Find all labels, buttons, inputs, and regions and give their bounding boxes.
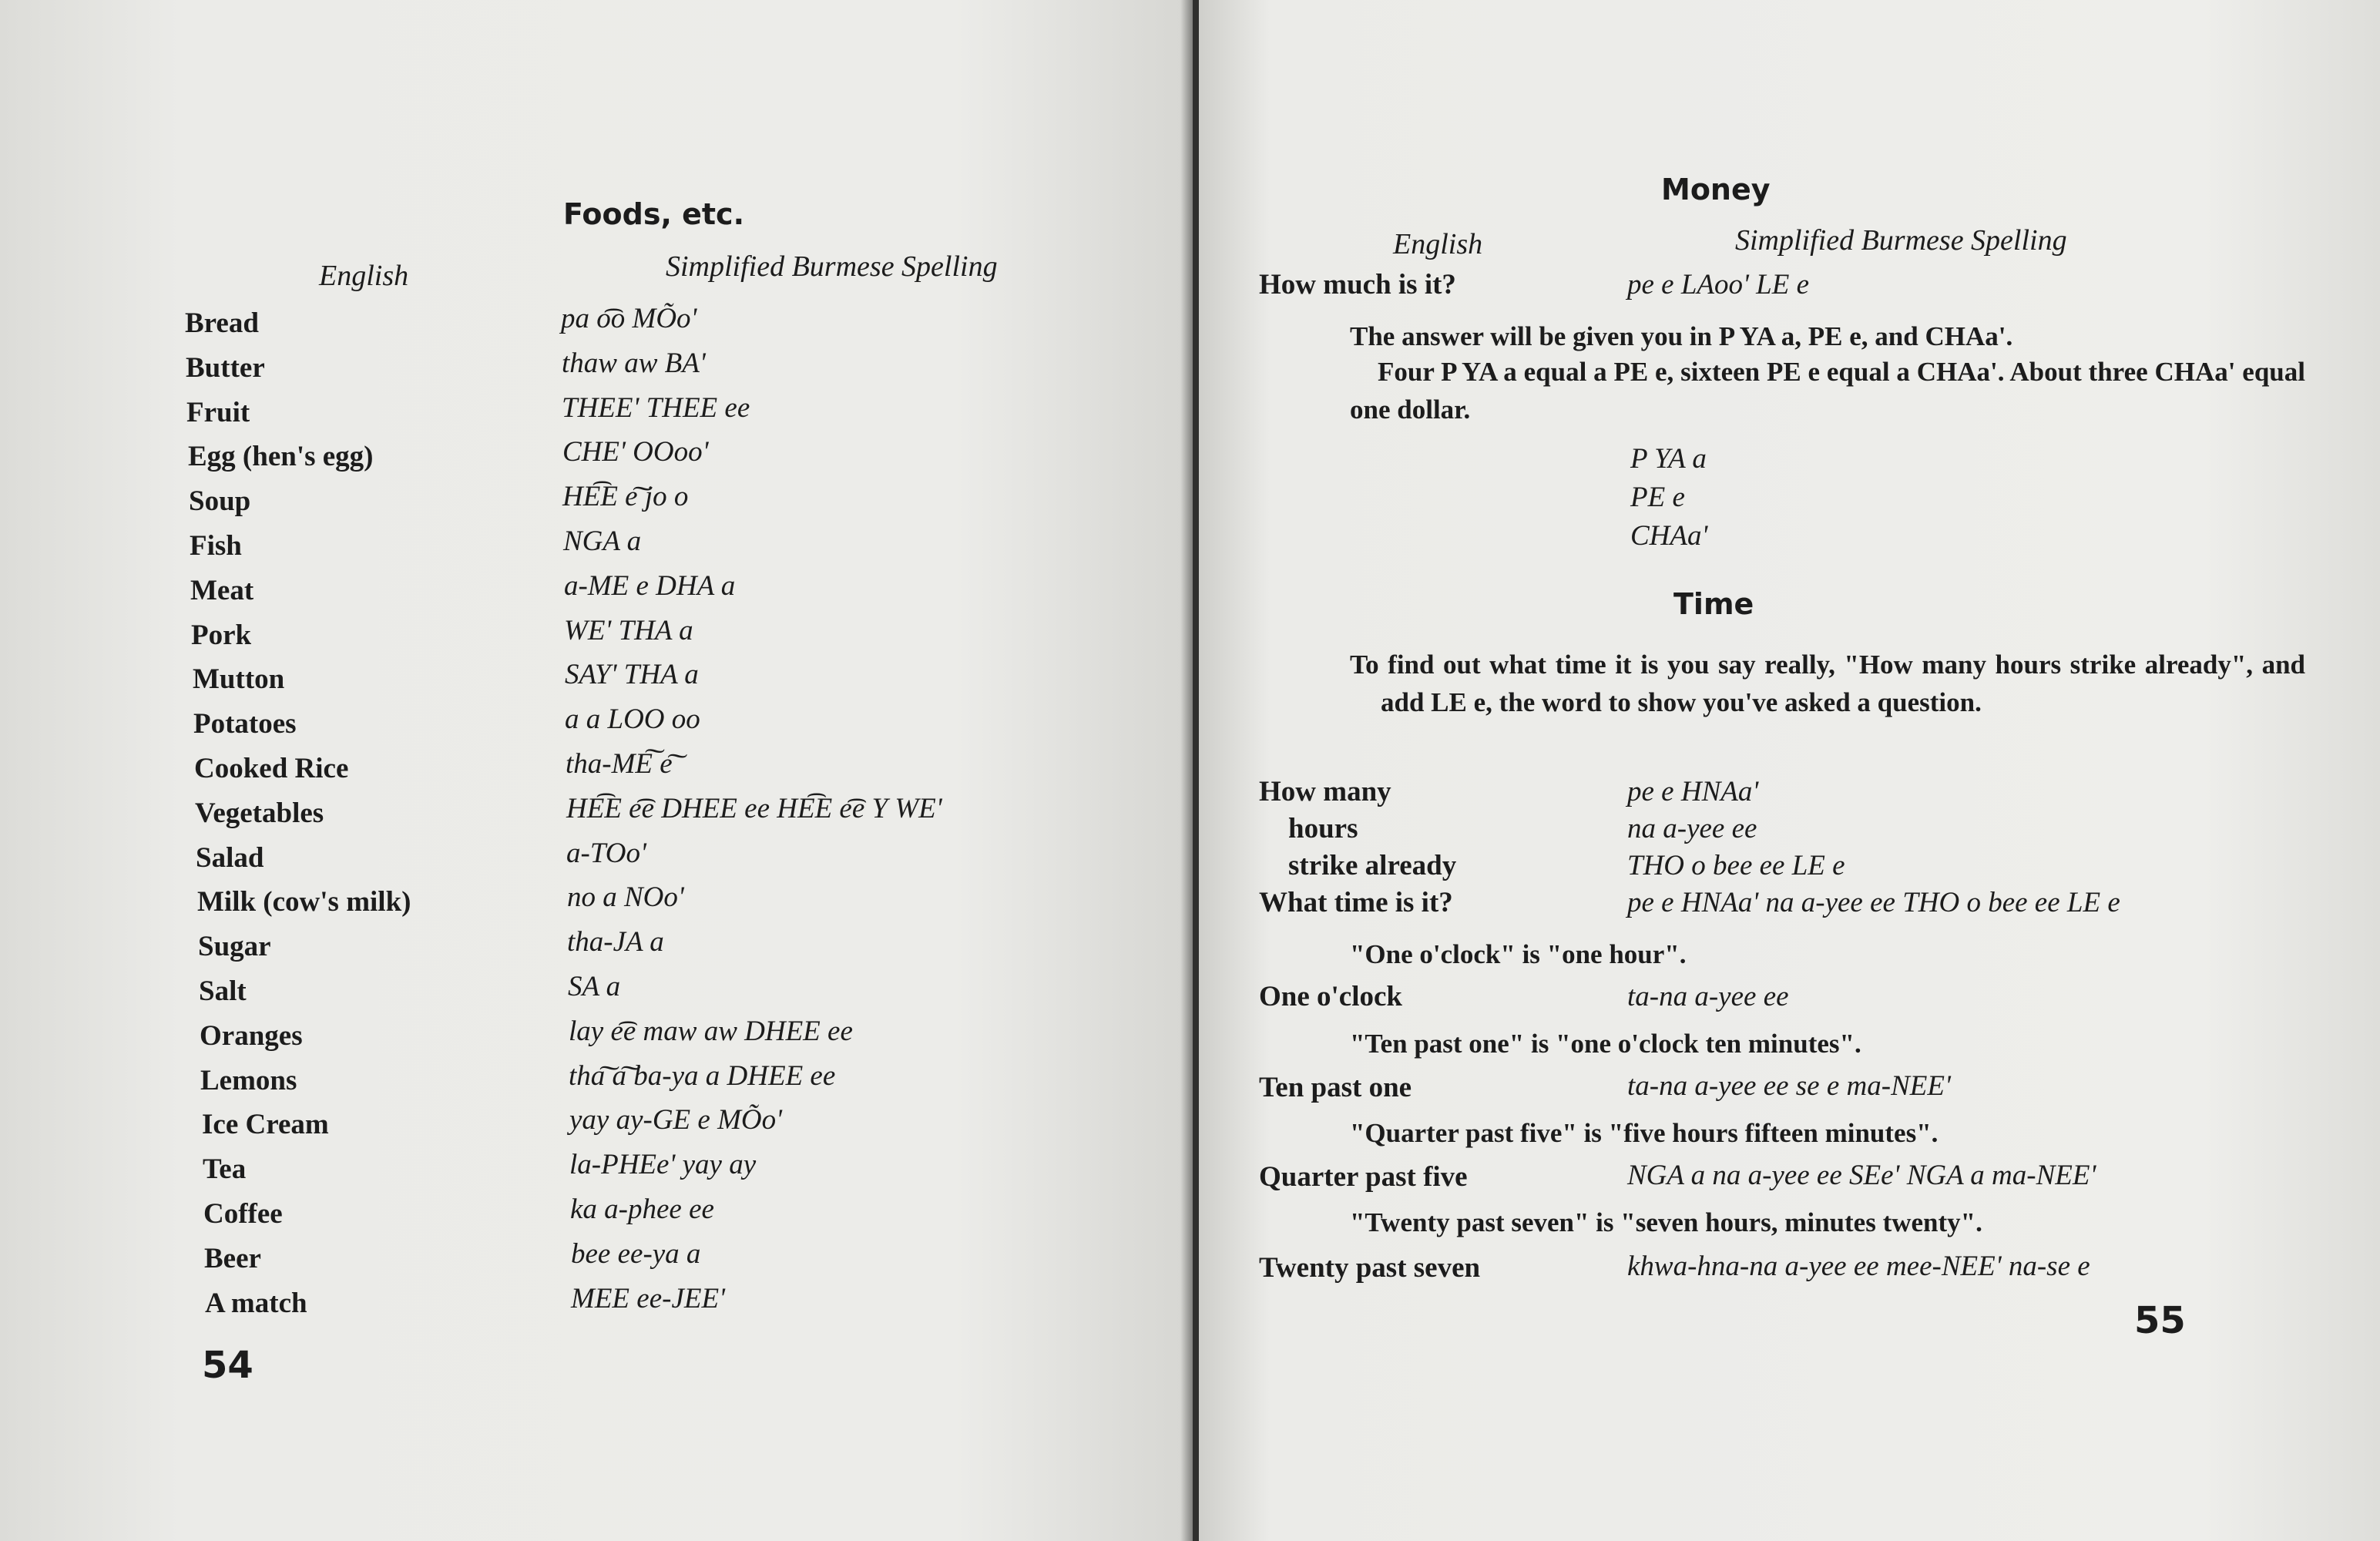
food-burmese: WE' THA a: [564, 615, 693, 646]
food-burmese: HE͡E e͠ jo o: [562, 481, 689, 512]
unit-chaa: CHAa': [1630, 520, 1708, 552]
food-english: Cooked Rice: [194, 753, 349, 784]
food-burmese: la-PHEe' yay ay: [569, 1149, 757, 1180]
note-ten-past-one: "Ten past one" is "one o'clock ten minutes".: [1350, 1029, 1861, 1059]
time-heading: Time: [1673, 587, 1754, 621]
food-burmese: HE͡E e͡e DHEE ee HE͡E e͡e Y WE': [566, 793, 942, 824]
food-english: Meat: [190, 575, 254, 606]
note-one-oclock: "One o'clock" is "one hour".: [1350, 939, 1687, 969]
english-column-header: English: [319, 260, 409, 292]
foods-heading: Foods, etc.: [563, 197, 745, 231]
hours-english: hours: [1288, 813, 1358, 844]
food-english: Coffee: [203, 1198, 283, 1230]
food-burmese: CHE' OOoo': [562, 436, 709, 468]
food-burmese: SAY' THA a: [565, 659, 699, 690]
food-burmese: yay ay-GE e MÕo': [569, 1104, 783, 1136]
food-burmese: tha͠ a͠ ba-ya a DHEE ee: [569, 1060, 836, 1092]
page-number: 55: [2134, 1299, 2186, 1342]
strike-already-burmese: THO o bee ee LE e: [1627, 850, 1845, 881]
ten-past-one-burmese: ta-na a-yee ee se e ma-NEE': [1627, 1070, 1951, 1102]
food-english: Sugar: [198, 931, 271, 962]
food-english: Vegetables: [195, 797, 324, 829]
one-oclock-english: One o'clock: [1259, 981, 1403, 1012]
strike-already-english: strike already: [1288, 850, 1457, 881]
burmese-column-header: Simplified Burmese Spelling: [666, 250, 998, 283]
food-english: Pork: [191, 619, 252, 651]
food-english: Beer: [204, 1243, 261, 1274]
food-english: Fruit: [186, 397, 250, 428]
quarter-past-five-english: Quarter past five: [1259, 1161, 1468, 1193]
money-paragraph-1: The answer will be given you in P YA a, PE e, and CHAa'.: [1350, 321, 2013, 351]
food-english: Bread: [185, 307, 259, 339]
note-twenty-past-seven: "Twenty past seven" is "seven hours, minutes twenty".: [1350, 1207, 1982, 1237]
money-question-english: How much is it?: [1259, 269, 1456, 300]
food-burmese: pa o͡o MÕo': [561, 303, 697, 334]
food-burmese: lay e͡e maw aw DHEE ee: [569, 1016, 853, 1047]
page-number: 54: [202, 1344, 253, 1387]
food-english: Lemons: [200, 1065, 297, 1096]
food-english: Egg (hen's egg): [188, 441, 374, 472]
food-english: Salt: [199, 975, 247, 1007]
food-english: Soup: [189, 485, 251, 517]
food-english: Tea: [203, 1153, 247, 1185]
right-page: [1199, 0, 2380, 1541]
food-burmese: bee ee-ya a: [571, 1238, 701, 1270]
food-english: Salad: [196, 842, 264, 874]
food-burmese: a a LOO oo: [565, 703, 700, 735]
food-burmese: ka a-phee ee: [570, 1194, 714, 1225]
food-burmese: no a NOo': [567, 881, 684, 913]
quarter-past-five-burmese: NGA a na a-yee ee SEe' NGA a ma-NEE': [1627, 1160, 2096, 1191]
food-english: Ice Cream: [202, 1109, 329, 1140]
food-burmese: NGA a: [563, 525, 642, 557]
food-english: Mutton: [193, 663, 285, 695]
food-english: Oranges: [200, 1020, 303, 1052]
food-burmese: thaw aw BA': [562, 347, 706, 379]
english-column-header: English: [1393, 228, 1483, 260]
food-english: A match: [205, 1288, 307, 1319]
ten-past-one-english: Ten past one: [1259, 1072, 1412, 1103]
food-english: Milk (cow's milk): [197, 886, 411, 918]
unit-pya: P YA a: [1630, 443, 1707, 475]
food-burmese: a-ME e DHA a: [564, 570, 736, 602]
food-burmese: tha-JA a: [567, 926, 664, 958]
money-heading: Money: [1661, 173, 1771, 206]
unit-pe: PE e: [1630, 482, 1685, 513]
what-time-burmese: pe e HNAa' na a-yee ee THO o bee ee LE e: [1627, 887, 2120, 918]
time-paragraph: [1350, 646, 2305, 721]
what-time-english: What time is it?: [1259, 887, 1453, 918]
how-many-burmese: pe e HNAa': [1627, 776, 1759, 807]
food-english: Potatoes: [193, 708, 297, 740]
food-burmese: THEE' THEE ee: [562, 392, 750, 424]
food-burmese: SA a: [568, 971, 621, 1002]
food-burmese: tha-ME͠ e͠: [566, 748, 673, 780]
food-burmese: MEE ee-JEE': [571, 1283, 725, 1314]
food-english: Butter: [186, 352, 265, 384]
money-paragraph-2: Four P YA a equal a PE e, sixteen PE e equal a CHAa'. About three CHAa' equal one dollar.: [1350, 357, 2305, 425]
burmese-column-header: Simplified Burmese Spelling: [1735, 224, 2067, 257]
twenty-past-seven-burmese: khwa-hna-na a-yee ee mee-NEE' na-se e: [1627, 1251, 2090, 1282]
hours-burmese: na a-yee ee: [1627, 813, 1757, 844]
twenty-past-seven-english: Twenty past seven: [1259, 1252, 1481, 1284]
note-quarter-past-five: "Quarter past five" is "five hours fifteen minutes".: [1350, 1118, 1939, 1148]
food-burmese: a-TOo': [566, 838, 646, 869]
how-many-english: How many: [1259, 776, 1391, 807]
food-english: Fish: [190, 530, 242, 562]
one-oclock-burmese: ta-na a-yee ee: [1627, 981, 1789, 1012]
time-paragraph-text: To find out what time it is you say really, "How many hours strike already", and add LE e, the word to show you've asked a question.: [1350, 650, 2305, 717]
money-question-burmese: pe e LAoo' LE e: [1627, 269, 1810, 300]
